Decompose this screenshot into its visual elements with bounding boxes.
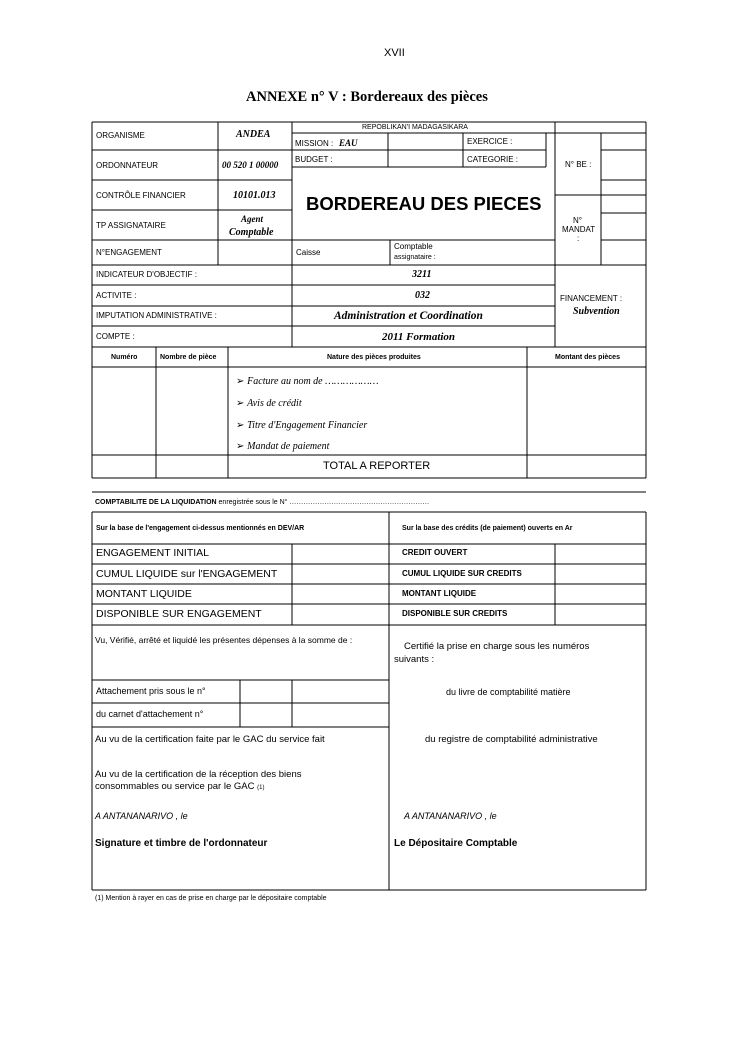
compte-label: COMPTE : (96, 332, 135, 341)
imputation-label: IMPUTATION ADMINISTRATIVE : (96, 311, 217, 320)
signature-ordonnateur: Signature et timbre de l'ordonnateur (95, 838, 268, 849)
mission-label: MISSION : (295, 139, 334, 148)
col-montant-header: Montant des pièces (555, 354, 620, 361)
disponible-credits-label: DISPONIBLE SUR CREDITS (402, 609, 508, 618)
arrow-bullet-icon: ➢ (236, 376, 245, 387)
imputation-value: Administration et Coordination (334, 310, 483, 322)
engagement-initial-label: ENGAGEMENT INITIAL (96, 547, 209, 559)
tp-value-line2: Comptable (229, 227, 274, 238)
livre-comptabilite-matiere: du livre de comptabilité matière (446, 687, 571, 697)
registre-comptabilite-administrative: du registre de comptabilité administrative (425, 734, 598, 745)
organisme-label: ORGANISME (96, 131, 145, 140)
activite-value: 032 (415, 290, 430, 301)
budget-label: BUDGET : (295, 155, 333, 164)
mandat-label-line3: : (577, 234, 580, 243)
carnet-label: du carnet d'attachement n° (96, 709, 204, 719)
liquidation-heading: COMPTABILITE DE LA LIQUIDATION enregistrée sous le N° …………………………………………………… (95, 499, 430, 506)
place-date-right: A ANTANANARIVO , le (404, 811, 497, 821)
arrow-bullet-icon: ➢ (236, 441, 245, 452)
col-numero-header: Numéro (111, 354, 138, 361)
organisme-value: ANDEA (236, 129, 271, 140)
total-a-reporter: TOTAL A REPORTER (323, 460, 431, 472)
mission-value: EAU (339, 138, 358, 148)
gac-certification-2-line2: consommables ou service par le GAC (1) (95, 781, 265, 792)
mandat-label-line1: N° (573, 216, 582, 225)
document-title: BORDEREAU DES PIECES (306, 193, 542, 214)
arrow-bullet-icon: ➢ (236, 398, 245, 409)
republic-label: REPOBLIKAN'I MADAGASIKARA (362, 124, 468, 131)
caisse-label: Caisse (296, 248, 321, 257)
engagement-label: N°ENGAGEMENT (96, 248, 162, 257)
col-nature-header: Nature des pièces produites (327, 354, 421, 361)
comptable-label-line1: Comptable (394, 242, 433, 251)
footnote: (1) Mention à rayer en cas de prise en charge par le dépositaire comptable (95, 895, 327, 902)
list-item: ➢ Titre d'Engagement Financier (236, 420, 368, 431)
gac-certification-1: Au vu de la certification faite par le GAC du service fait (95, 734, 325, 745)
page-title: ANNEXE n° V : Bordereaux des pièces (246, 89, 488, 105)
credit-ouvert-label: CREDIT OUVERT (402, 548, 468, 557)
tp-assignataire-label: TP ASSIGNATAIRE (96, 221, 166, 230)
signature-depositaire: Le Dépositaire Comptable (394, 838, 518, 849)
list-item: ➢ Mandat de paiement (236, 441, 330, 452)
montant-liquide-right-label: MONTANT LIQUIDE (402, 589, 477, 598)
indicateur-value: 3211 (412, 269, 432, 280)
financement-label: FINANCEMENT : (560, 294, 623, 303)
comptable-label-line2: assignataire : (394, 254, 436, 261)
page-number: XVII (384, 47, 405, 59)
vu-verifie-text: Vu, Vérifié, arrêté et liquidé les présentes dépenses à la somme de : (95, 635, 353, 645)
col-nombre-header: Nombre de pièce (160, 354, 217, 361)
list-item: ➢ Avis de crédit (236, 398, 302, 409)
list-item: ➢ Facture au nom de ……………… (236, 376, 379, 387)
cumul-liquide-engagement-label: CUMUL LIQUIDE sur l'ENGAGEMENT (96, 568, 278, 580)
activite-label: ACTIVITE : (96, 291, 137, 300)
indicateur-label: INDICATEUR D'OBJECTIF : (96, 270, 197, 279)
compte-value: 2011 Formation (382, 331, 456, 343)
attachement-label: Attachement pris sous le n° (96, 686, 206, 696)
categorie-label: CATEGORIE : (467, 155, 518, 164)
controle-financier-label: CONTRÔLE FINANCIER (96, 191, 186, 200)
controle-financier-value: 10101.013 (233, 190, 276, 201)
certifie-line2: suivants : (394, 654, 435, 665)
ordonnateur-label: ORDONNATEUR (96, 161, 159, 170)
mandat-label-line2: MANDAT (562, 225, 596, 234)
place-date-left: A ANTANANARIVO , le (95, 811, 188, 821)
nbe-label: N° BE : (565, 160, 592, 169)
gac-certification-2-line1: Au vu de la certification de la réception des biens (95, 769, 302, 780)
tp-value-line1: Agent (241, 214, 264, 224)
financement-value: Subvention (573, 306, 620, 317)
ordonnateur-value: 00 520 1 00000 (222, 160, 279, 170)
cumul-liquide-credits-label: CUMUL LIQUIDE SUR CREDITS (402, 569, 522, 578)
arrow-bullet-icon: ➢ (236, 420, 245, 431)
right-head: Sur la base des crédits (de paiement) ouverts en Ar (402, 525, 573, 532)
montant-liquide-label: MONTANT LIQUIDE (96, 588, 192, 600)
exercice-label: EXERCICE : (467, 137, 513, 146)
left-head: Sur la base de l'engagement ci-dessus mentionnés en DEV/AR (96, 525, 305, 532)
certifie-line1: Certifié la prise en charge sous les numéros (404, 641, 590, 652)
disponible-engagement-label: DISPONIBLE SUR ENGAGEMENT (96, 608, 262, 620)
